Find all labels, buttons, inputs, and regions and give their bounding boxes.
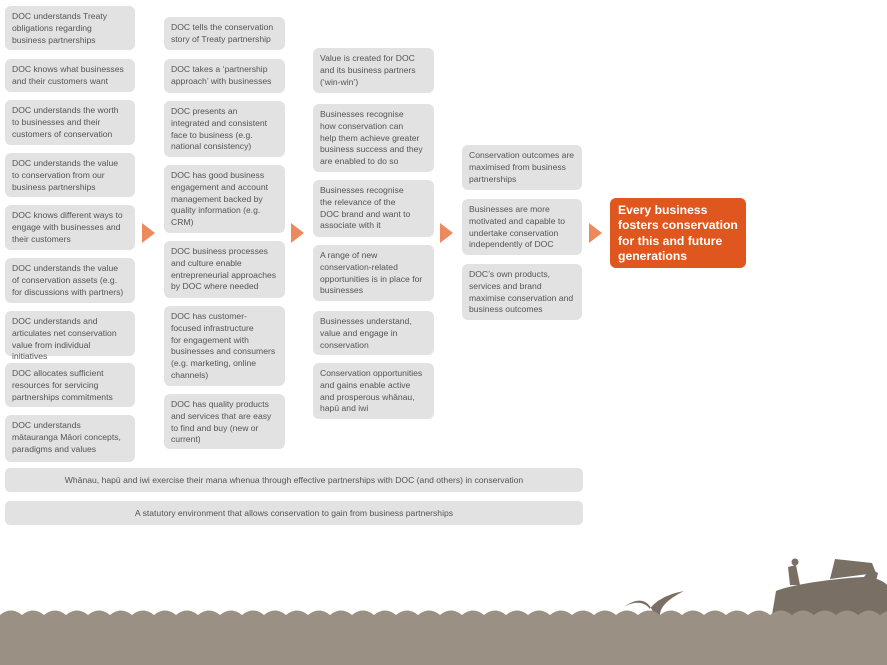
col1-box-4: DOC understands the value to conservation from our business partnerships: [5, 153, 135, 197]
goal-box: Every business fosters conservation for this and future generations: [610, 198, 746, 268]
col2-box-7: DOC has quality products and services that are easy to find and buy (new or current): [164, 394, 285, 449]
col1-box-6: DOC understands the value of conservation assets (e.g. for discussions with partners): [5, 258, 135, 303]
col1-box-5: DOC knows different ways to engage with businesses and their customers: [5, 205, 135, 250]
sea-waves: [0, 611, 887, 665]
foundation-bar-1: Whānau, hapū and iwi exercise their mana whenua through effective partnerships with DOC (and others) in conservation: [5, 468, 583, 492]
col3-box-4: A range of new conservation-related opportunities is in place for businesses: [313, 245, 434, 301]
col3-box-6: Conservation opportunities and gains enable active and prosperous whānau, hapū and iwi: [313, 363, 434, 419]
col1-box-1: DOC understands Treaty obligations regarding business partnerships: [5, 6, 135, 50]
col1-box-8: DOC allocates sufficient resources for servicing partnerships commitments: [5, 363, 135, 407]
arrow-right-icon: [142, 223, 155, 243]
arrow-right-icon: [440, 223, 453, 243]
col3-box-2: Businesses recognise how conservation can help them achieve greater business success and they are enabled to do so: [313, 104, 434, 172]
col2-box-2: DOC takes a ‘partnership approach’ with businesses: [164, 59, 285, 93]
foundation-bar-2: A statutory environment that allows conservation to gain from business partnerships: [5, 501, 583, 525]
arrow-right-icon: [291, 223, 304, 243]
arrow-right-icon: [589, 223, 602, 243]
col3-box-3: Businesses recognise the relevance of the DOC brand and want to associate with it: [313, 180, 434, 237]
col2-box-1: DOC tells the conservation story of Treaty partnership: [164, 17, 285, 50]
col2-box-6: DOC has customer- focused infrastructure for engagement with businesses and consumers (e.g. marketing, online channels): [164, 306, 285, 386]
col3-box-1: Value is created for DOC and its business partners (‘win-win’): [313, 48, 434, 93]
col1-box-7: DOC understands and articulates net conservation value from individual initiatives: [5, 311, 135, 356]
boat-icon: [772, 559, 887, 616]
col2-box-3: DOC presents an integrated and consistent face to business (e.g. national consistency): [164, 101, 285, 157]
col4-box-1: Conservation outcomes are maximised from business partnerships: [462, 145, 582, 190]
col2-box-5: DOC business processes and culture enable entrepreneurial approaches by DOC where needed: [164, 241, 285, 298]
col4-box-3: DOC’s own products, services and brand maximise conservation and business outcomes: [462, 264, 582, 320]
col1-box-9: DOC understands mātauranga Māori concepts, paradigms and values: [5, 415, 135, 462]
col3-box-5: Businesses understand, value and engage in conservation: [313, 311, 434, 355]
sea-scene: [0, 545, 887, 665]
col2-box-4: DOC has good business engagement and account management backed by quality information (e.g. CRM): [164, 165, 285, 233]
col1-box-2: DOC knows what businesses and their customers want: [5, 59, 135, 92]
col1-box-3: DOC understands the worth to businesses and their customers of conservation: [5, 100, 135, 145]
col4-box-2: Businesses are more motivated and capable to undertake conservation independently of DOC: [462, 199, 582, 255]
